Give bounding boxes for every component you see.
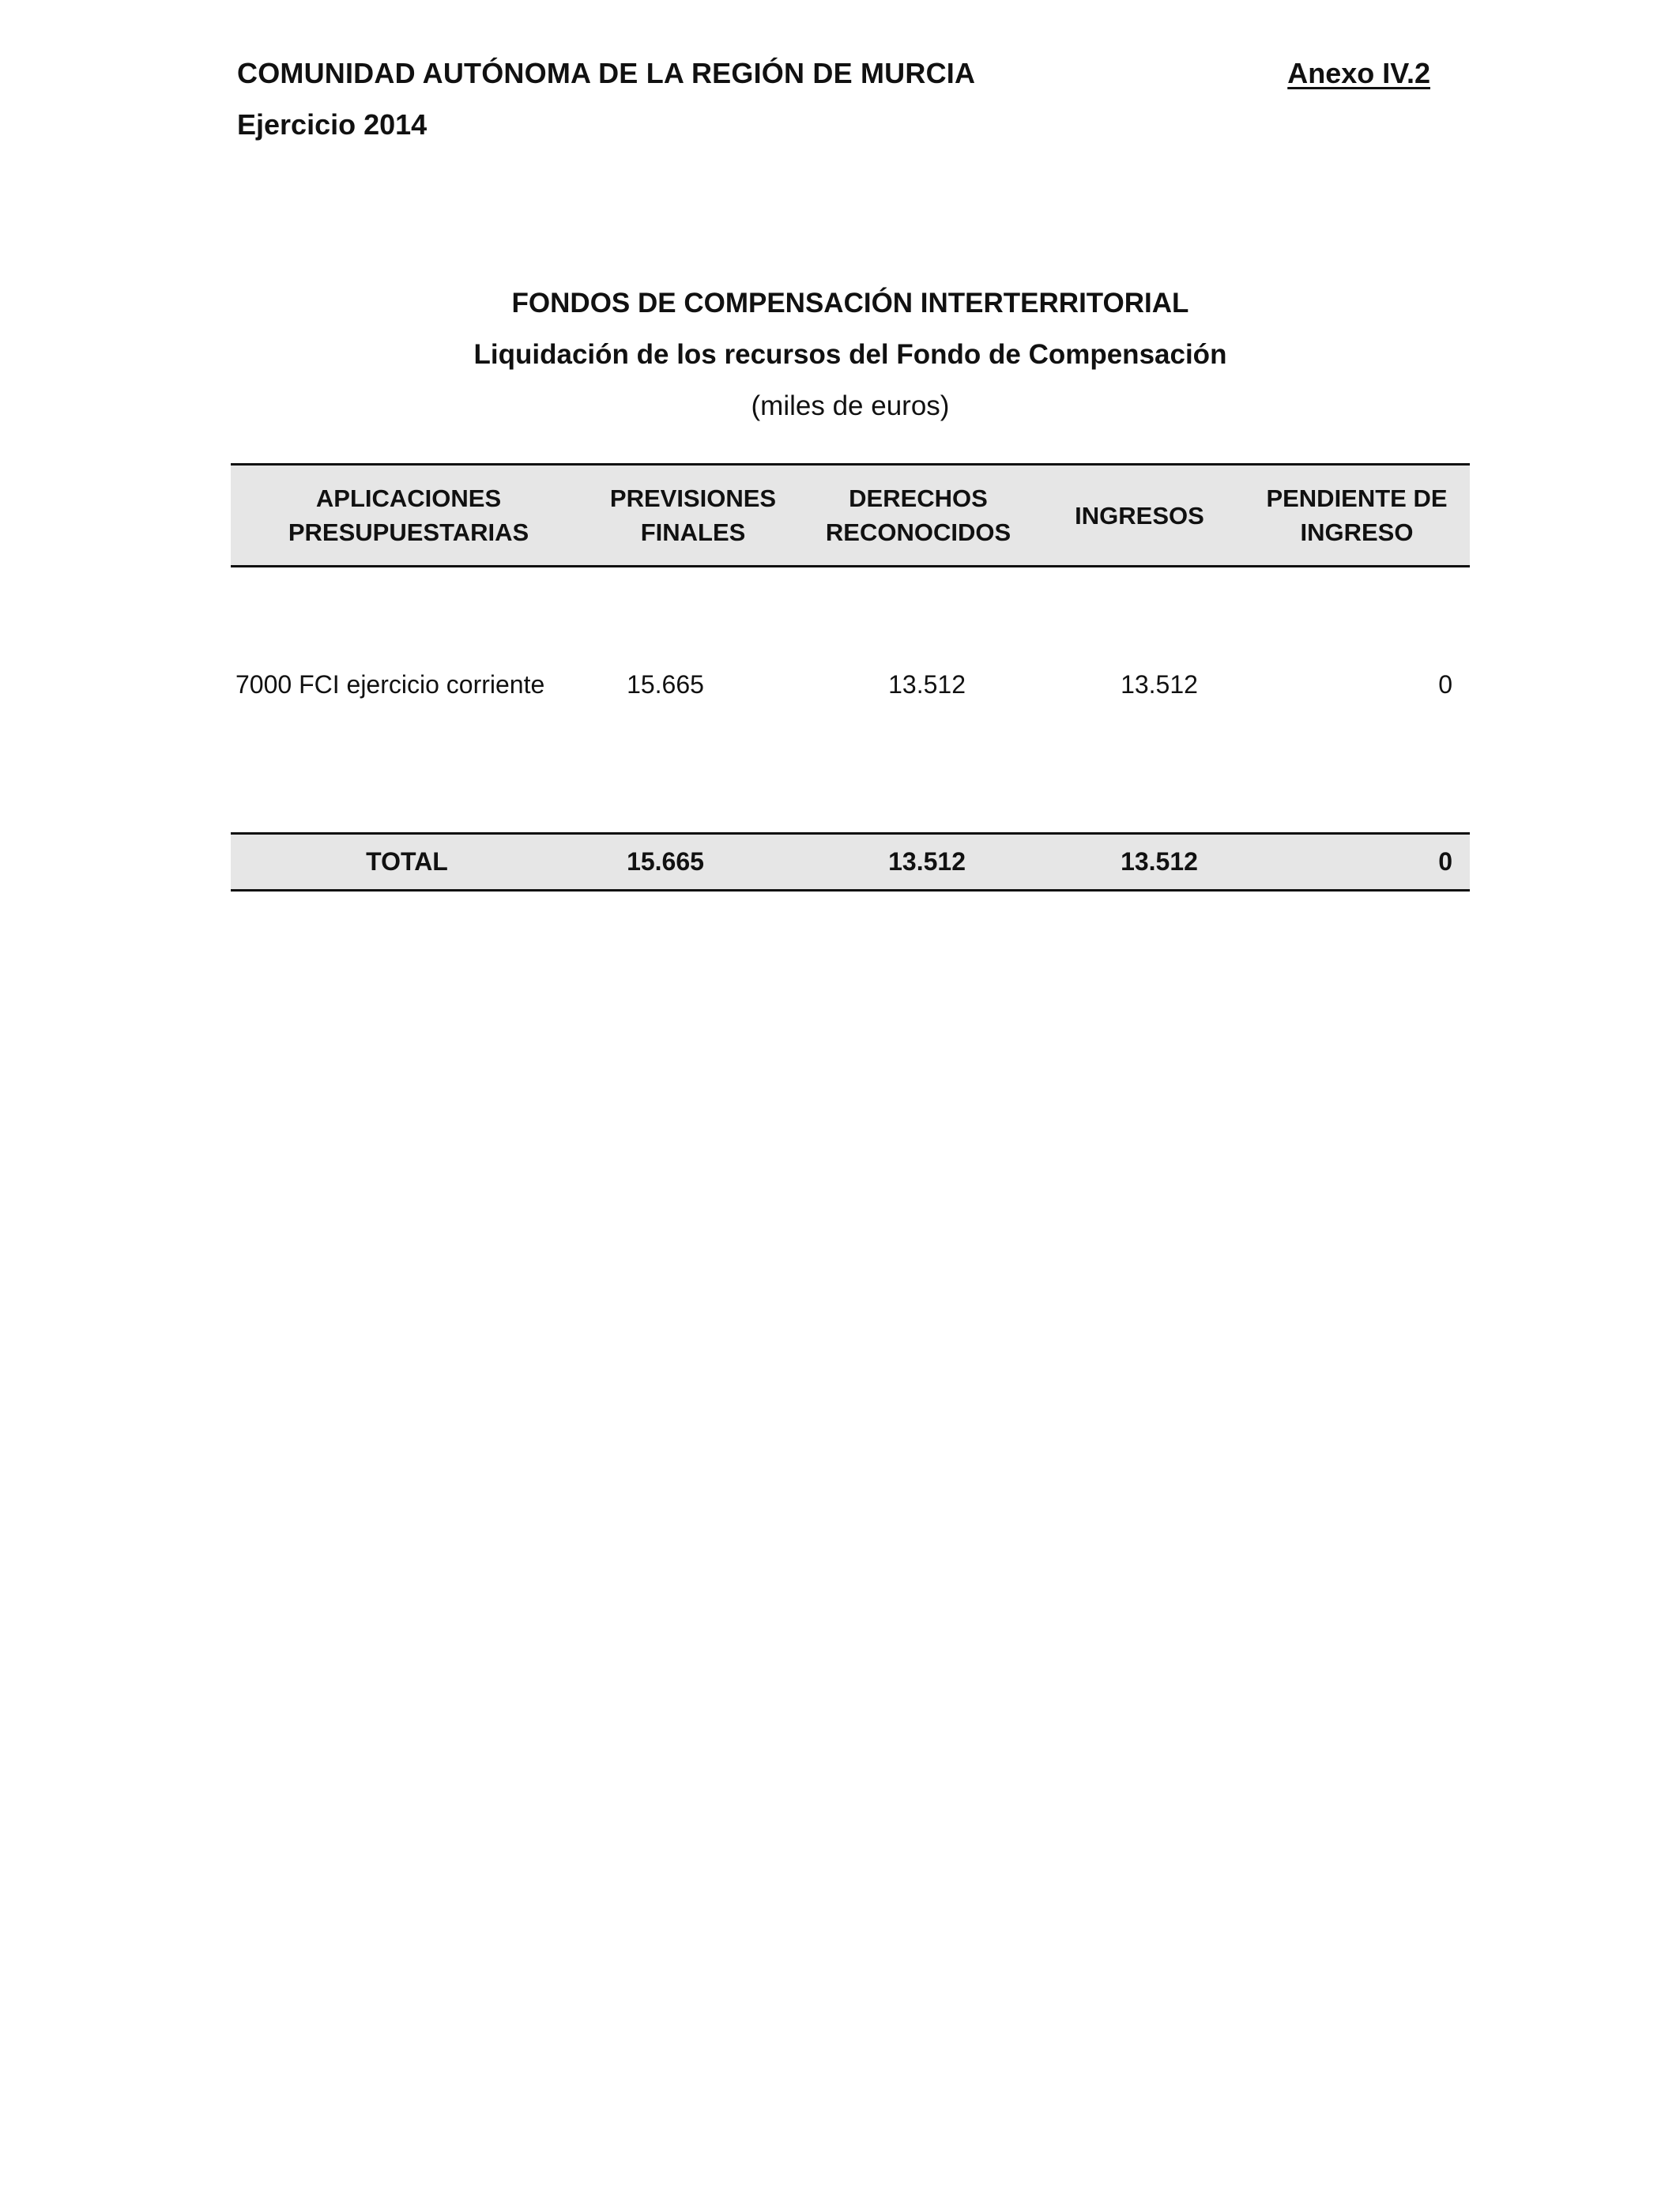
previsiones-value: 15.665	[627, 670, 704, 699]
column-header-line: INGRESO	[1300, 518, 1414, 546]
liquidation-table	[231, 463, 1470, 876]
column-header-previsiones	[586, 466, 800, 565]
column-header-pendiente	[1242, 466, 1471, 565]
column-header-line: APLICACIONES	[315, 484, 502, 512]
column-header-aplicaciones	[231, 466, 586, 565]
column-header-line: DERECHOS	[849, 484, 988, 512]
column-header-line: INGRESOS	[1075, 501, 1204, 530]
total-previsiones: 15.665	[627, 847, 704, 876]
ingresos-value: 13.512	[1121, 670, 1198, 699]
organization-name: COMUNIDAD AUTÓNOMA DE LA REGIÓN DE MURCIA	[237, 57, 976, 89]
document-subtitle: Liquidación de los recursos del Fondo de Compensación	[473, 339, 1227, 370]
units-note: (miles de euros)	[751, 390, 950, 421]
total-row	[231, 832, 1470, 892]
column-header-line: PRESUPUESTARIAS	[288, 518, 529, 546]
table-header	[231, 463, 1470, 567]
column-header-derechos	[800, 466, 1037, 565]
annex-label: Anexo IV.2	[1287, 57, 1430, 89]
row-label: 7000 FCI ejercicio corriente	[235, 670, 545, 699]
column-header-line: FINALES	[640, 518, 746, 546]
column-header-line: RECONOCIDOS	[825, 518, 1011, 546]
derechos-value: 13.512	[888, 670, 966, 699]
total-derechos: 13.512	[888, 847, 966, 876]
pendiente-value: 0	[1438, 670, 1452, 699]
document-title: FONDOS DE COMPENSACIÓN INTERTERRITORIAL	[511, 288, 1189, 319]
table-row	[231, 670, 1470, 710]
column-header-line: PENDIENTE DE	[1266, 484, 1448, 512]
total-pendiente: 0	[1438, 847, 1452, 876]
column-header-ingresos	[1037, 466, 1242, 565]
column-header-line: PREVISIONES	[609, 484, 777, 512]
total-label: TOTAL	[366, 847, 448, 876]
total-ingresos: 13.512	[1121, 847, 1198, 876]
fiscal-year: Ejercicio 2014	[237, 108, 428, 141]
